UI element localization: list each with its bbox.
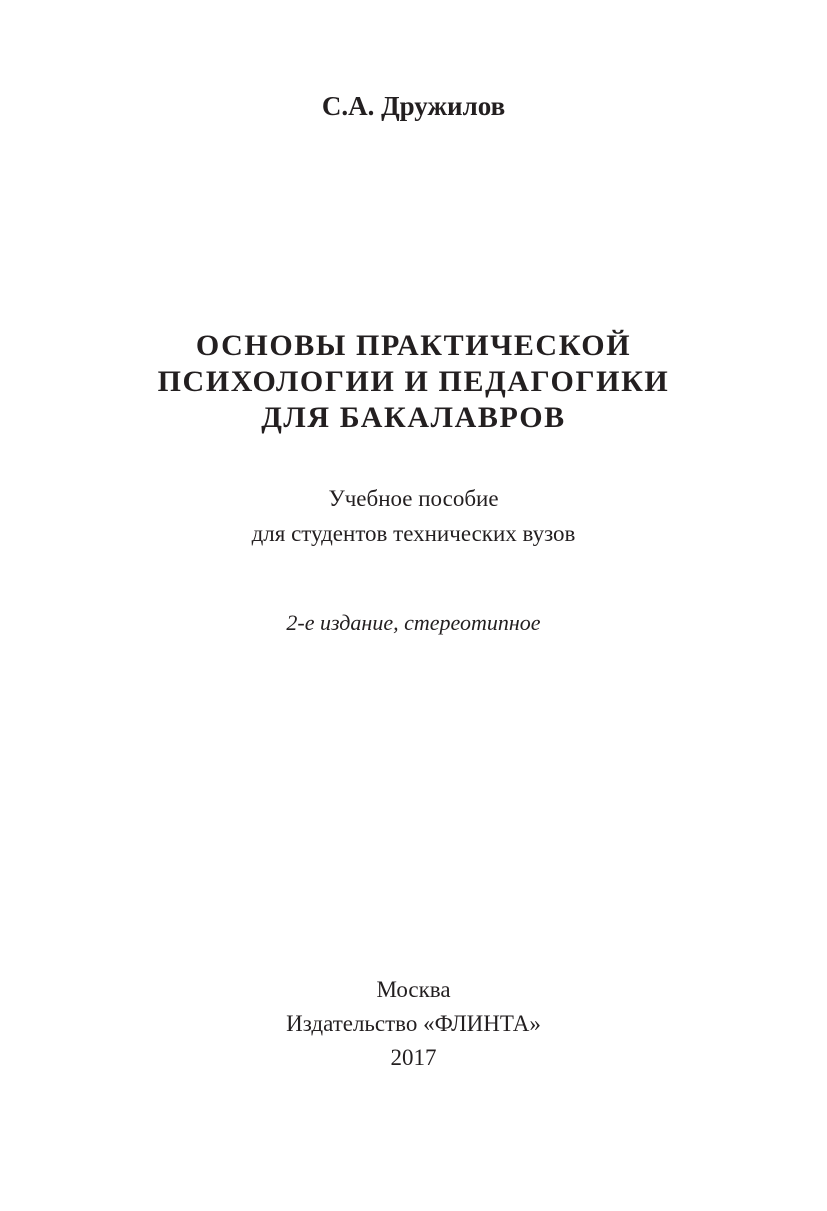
book-title-line: ОСНОВЫ ПРАКТИЧЕСКОЙ <box>195 329 632 362</box>
book-title-line: ПСИХОЛОГИИ И ПЕДАГОГИКИ <box>157 365 670 398</box>
imprint <box>0 973 827 1075</box>
book-title-line: ДЛЯ БАКАЛАВРОВ <box>261 401 566 434</box>
edition-note: 2-е издание, стереотипное <box>286 610 541 635</box>
subtitle-line: для студентов технических вузов <box>251 521 576 546</box>
imprint-publisher: Издательство «ФЛИНТА» <box>286 1011 541 1036</box>
book-title <box>0 328 827 436</box>
author-name: С.А. Дружилов <box>321 91 506 121</box>
imprint-city: Москва <box>376 977 451 1002</box>
imprint-year: 2017 <box>390 1045 437 1070</box>
subtitle-line: Учебное пособие <box>328 486 499 511</box>
book-subtitle <box>0 481 827 551</box>
